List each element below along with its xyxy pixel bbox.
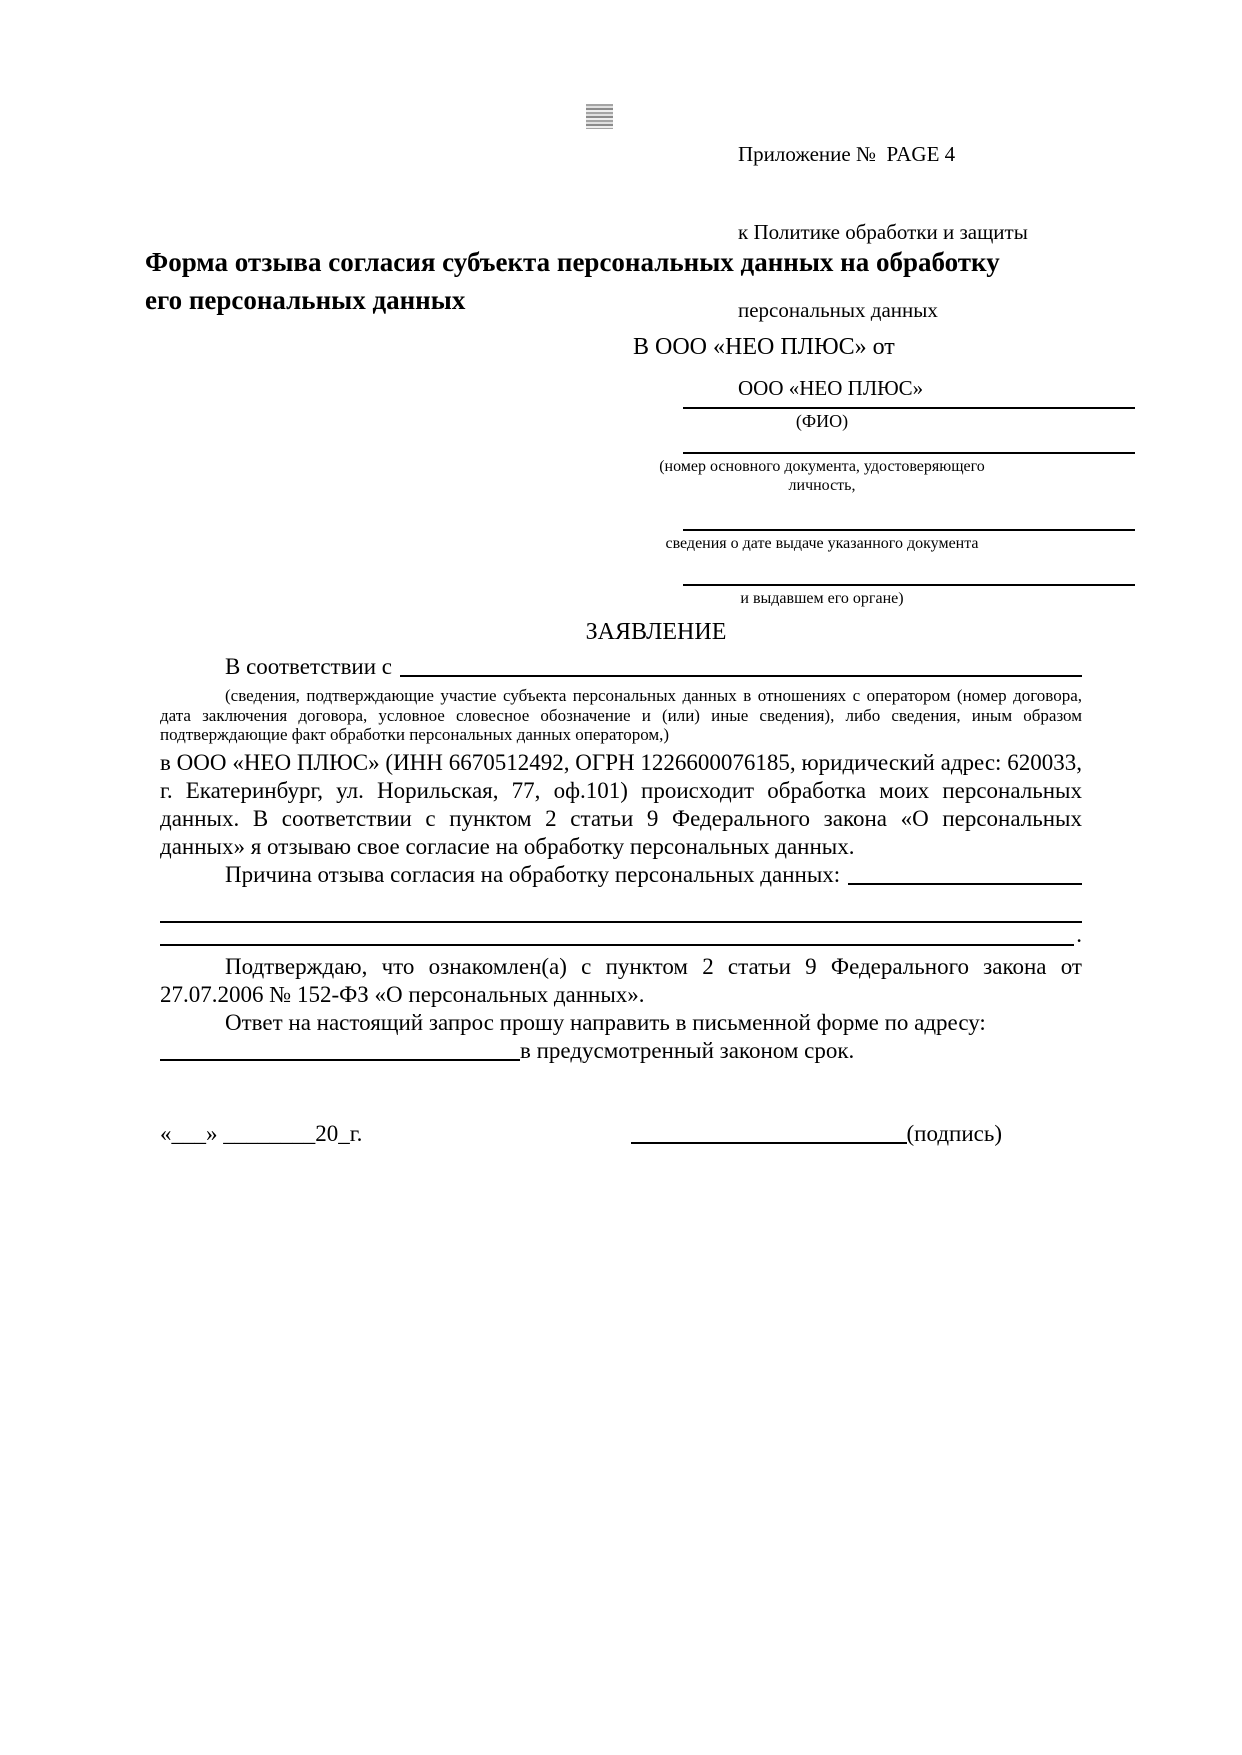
date-blank: «___» ________20_г. xyxy=(160,1120,363,1146)
reply-suffix: в предусмотренный законом срок. xyxy=(520,1037,855,1063)
statement-body: в ООО «НЕО ПЛЮС» (ИНН 6670512492, ОГРН 1226600076185, юридический адрес: 620033, г. Екатеринбург, ул. Норильская, 77, оф.101) происходит обработка моих персональных данных. В соответствии с пунктом 2 статьи 9 Федерального закона «О персональных данных» я отзываю свое согласие на обработку персональных данных. xyxy=(160,749,1082,859)
reason-fill-line xyxy=(848,883,1082,885)
reply-address-fill-line xyxy=(160,1059,520,1061)
issue-date-caption: сведения о дате выдаче указанного документа xyxy=(665,535,979,552)
appendix-header-line: к Политике обработки и защиты xyxy=(738,220,1028,244)
document-number-caption: (номер основного документа, удостоверяющего личность, xyxy=(659,458,985,494)
basis-row xyxy=(160,653,1082,681)
signature-caption: (подпись) xyxy=(906,1120,1002,1146)
reason-row xyxy=(160,861,1082,889)
signature-fill-line xyxy=(631,1142,907,1144)
issue-date-fill-line xyxy=(683,529,1135,531)
confirmation-paragraph: Подтверждаю, что ознакомлен(а) с пунктом 2 статьи 9 Федерального закона от 27.07.2006 № 152-ФЗ «О персональных данных». xyxy=(160,953,1082,1007)
form-title: Форма отзыва согласия субъекта персональных данных на обработку его персональных данных xyxy=(145,247,1000,315)
signature-block xyxy=(631,1120,1002,1148)
signature-row xyxy=(160,1120,1082,1148)
fio-caption: (ФИО) xyxy=(795,411,849,431)
issuing-authority-caption: и выдавшем его органе) xyxy=(740,590,904,607)
reason-blank-line-2 xyxy=(160,944,1074,946)
blank-line-period: . xyxy=(1076,921,1082,947)
image-placeholder-icon xyxy=(586,104,613,129)
appendix-header-line: персональных данных xyxy=(738,298,938,322)
statement-heading: ЗАЯВЛЕНИЕ xyxy=(585,619,727,645)
fio-fill-line xyxy=(683,407,1135,409)
appendix-header-line: ООО «НЕО ПЛЮС» xyxy=(738,376,924,400)
reply-request-paragraph: Ответ на настоящий запрос прошу направить в письменной форме по адресу: xyxy=(225,1009,986,1035)
document-number-fill-line xyxy=(683,452,1135,454)
addressee-block xyxy=(633,332,1135,608)
basis-fill-line xyxy=(400,675,1082,677)
reason-prefix: Причина отзыва согласия на обработку персональных данных: xyxy=(225,861,841,887)
appendix-header-line: Приложение № PAGE 4 xyxy=(738,142,956,166)
reply-address-row xyxy=(160,1037,1082,1065)
reason-blank-row-2 xyxy=(160,923,1082,949)
reason-blank-line-1 xyxy=(160,889,1082,923)
basis-prefix: В соответствии с xyxy=(225,654,393,679)
addressee-to-line: В ООО «НЕО ПЛЮС» от xyxy=(633,334,895,360)
basis-footnote: (сведения, подтверждающие участие субъекта персональных данных в отношениях с оператором (номер договора, дата заключения договора, условное словесное обозначение и (или) иные сведения), либо сведения, иным образом подтверждающие факт обработки персональных данных оператором,) xyxy=(160,686,1082,744)
statement-section xyxy=(160,617,1082,1148)
issuing-authority-fill-line xyxy=(683,584,1135,586)
